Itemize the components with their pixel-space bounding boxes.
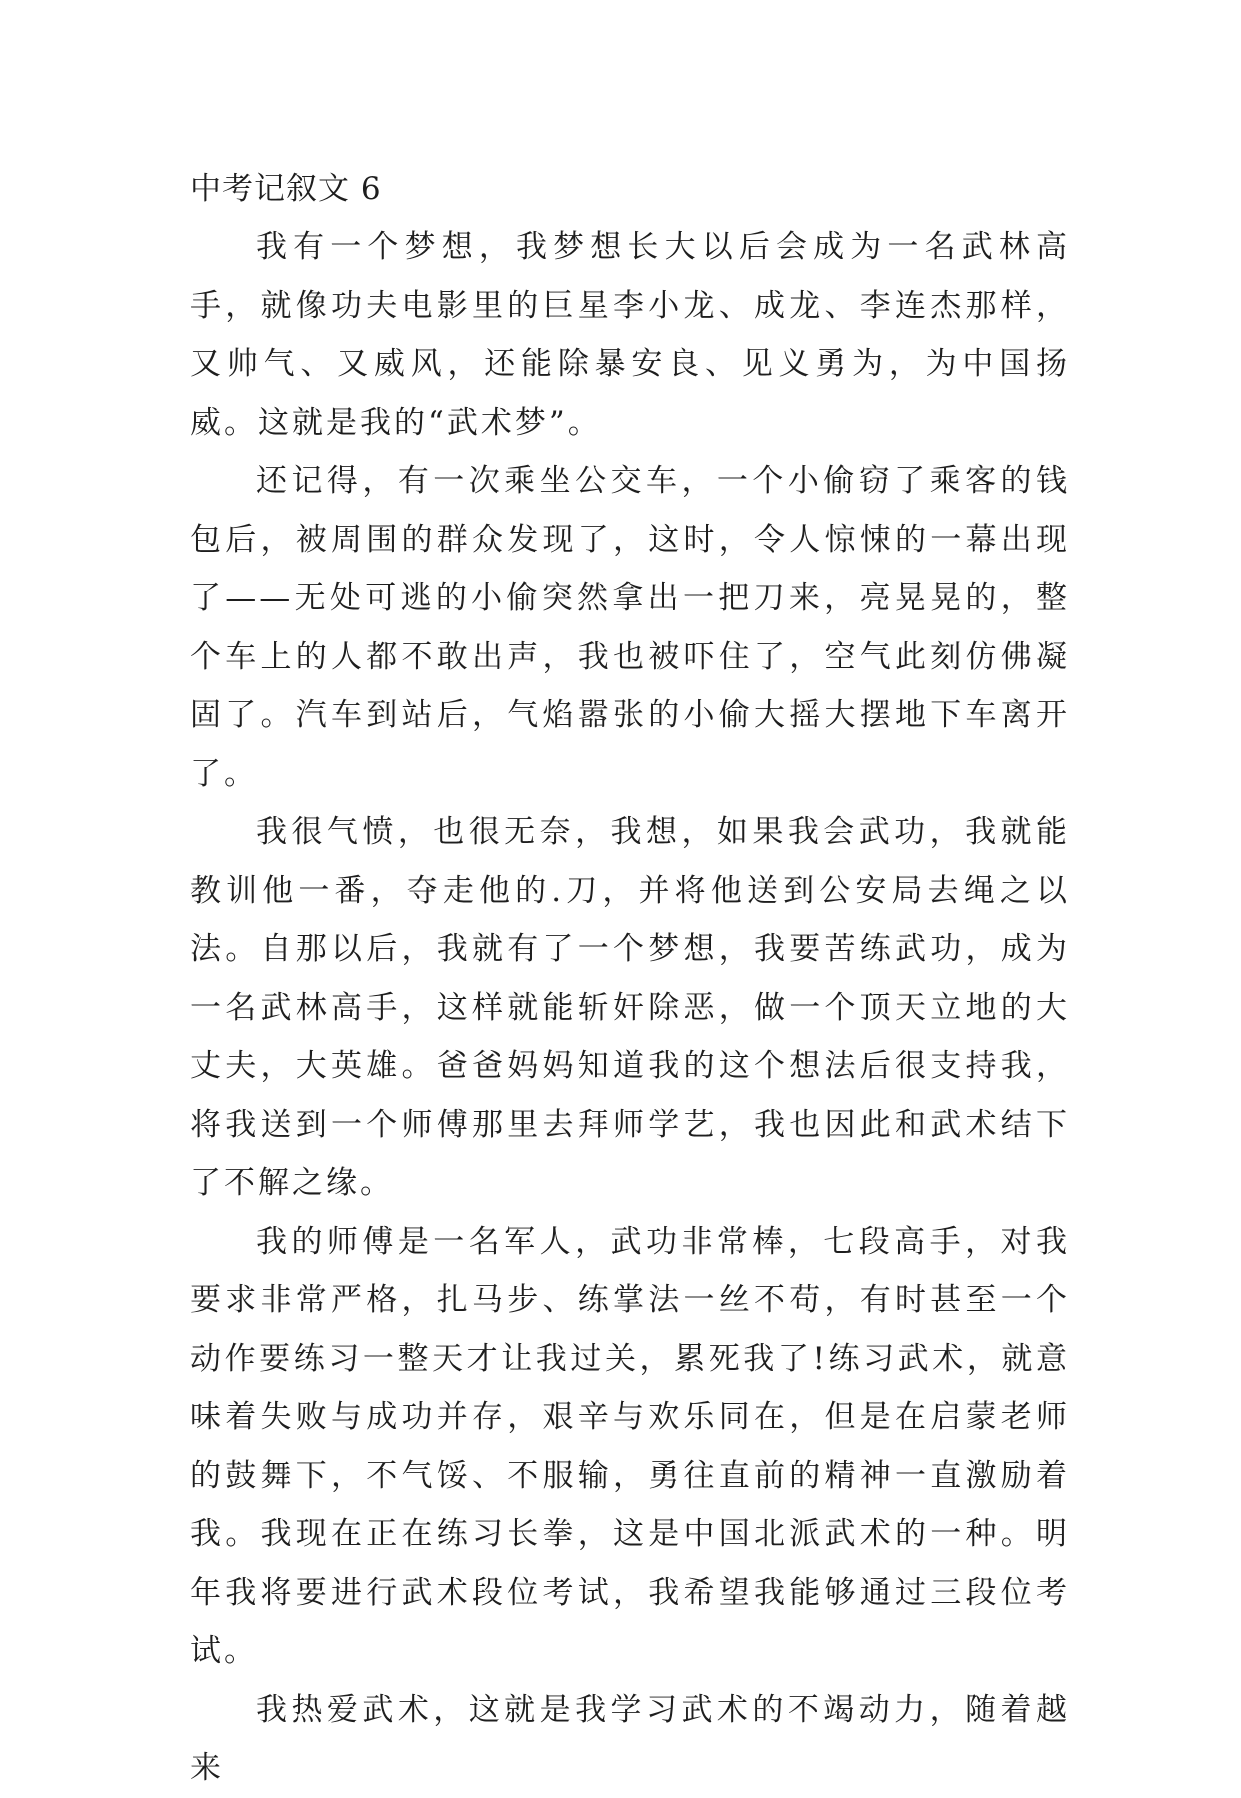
- paragraph-4: 我的师傅是一名军人，武功非常棒，七段高手，对我要求非常严格，扎马步、练掌法一丝不苟，有时甚至一个动作要练习一整天才让我过关，累死我了!练习武术，就意味着失败与成功并存，艰辛与欢乐同在，但是在启蒙老师的鼓舞下，不气馁、不服输，勇往直前的精神一直激励着我。我现在正在练习长拳，这是中国北派武术的一种。明年我将要进行武术段位考试，我希望我能够通过三段位考试。: [190, 1223, 1070, 1669]
- paragraph-2: 还记得，有一次乘坐公交车，一个小偷窃了乘客的钱包后，被周围的群众发现了，这时，令人惊悚的一幕出现了——无处可逃的小偷突然拿出一把刀来，亮晃晃的，整个车上的人都不敢出声，我也被吓住了，空气此刻仿佛凝固了。汽车到站后，气焰嚣张的小偷大摇大摆地下车离开了。: [190, 463, 1070, 792]
- paragraph-1: 我有一个梦想，我梦想长大以后会成为一名武林高手，就像功夫电影里的巨星李小龙、成龙、李连杰那样，又帅气、又威风，还能除暴安良、见义勇为，为中国扬威。这就是我的“武术梦”。: [190, 229, 1070, 441]
- paragraph-3: 我很气愤，也很无奈，我想，如果我会武功，我就能教训他一番，夺走他的.刀，并将他送到公安局去绳之以法。自那以后，我就有了一个梦想，我要苦练武功，成为一名武林高手，这样就能斩奸除恶，做一个顶天立地的大丈夫，大英雄。爸爸妈妈知道我的这个想法后很支持我，将我送到一个师傅那里去拜师学艺，我也因此和武术结下了不解之缘。: [190, 814, 1070, 1201]
- document-body: [190, 160, 1070, 1798]
- paragraph-5: 我热爱武术，这就是我学习武术的不竭动力，随着越来: [190, 1691, 1070, 1786]
- document-title: 中考记叙文 6: [190, 171, 382, 207]
